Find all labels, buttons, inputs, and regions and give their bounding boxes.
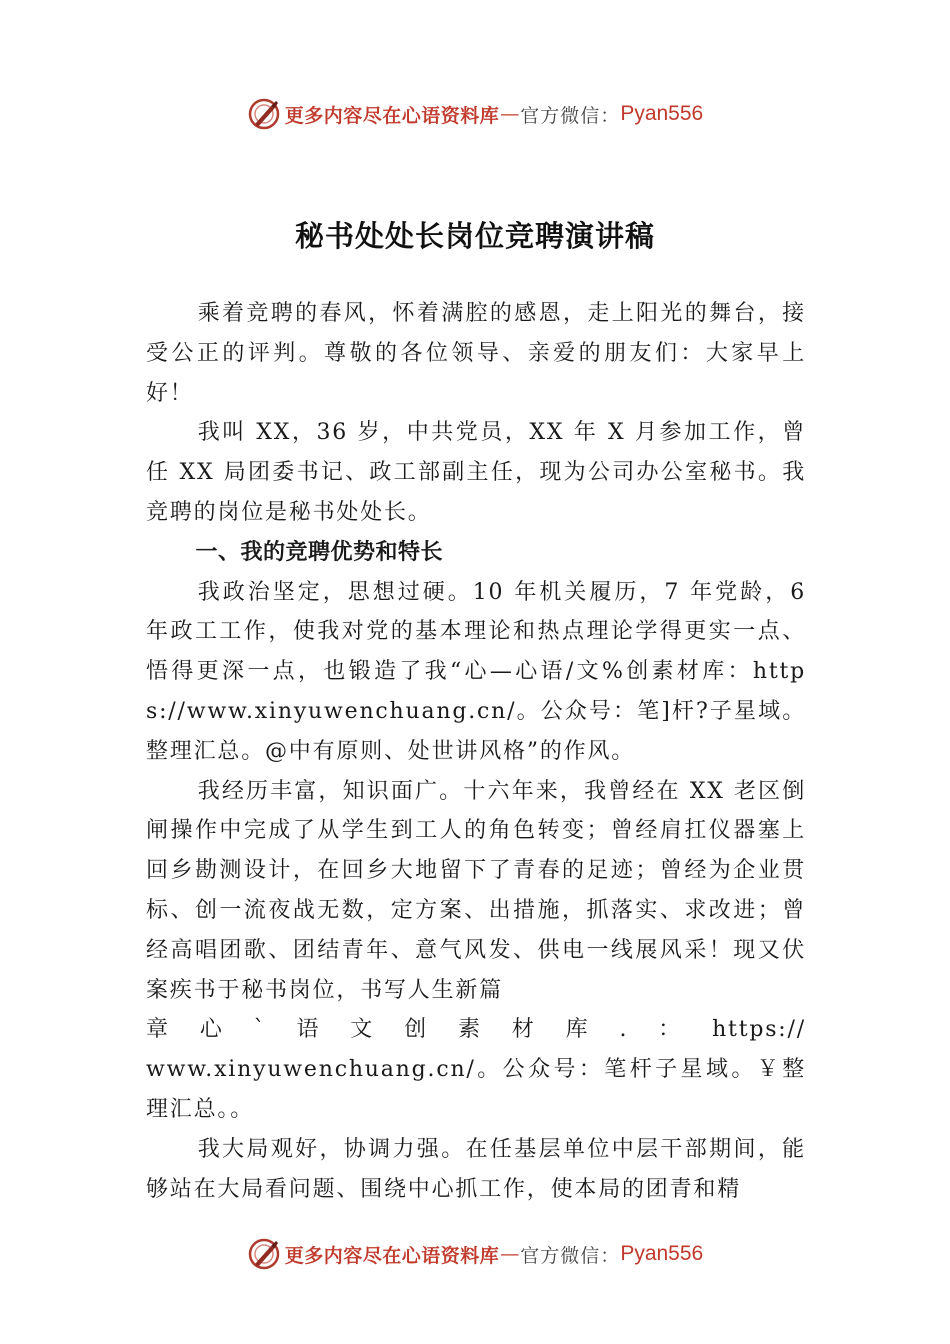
- wechat-label: 官方微信：: [520, 1244, 621, 1267]
- wide-line-char: ：: [658, 1017, 685, 1043]
- banner-separator: —: [500, 103, 520, 125]
- header-watermark-banner: [0, 92, 950, 136]
- section-heading: 一、我的竞聘优势和特长: [195, 539, 444, 565]
- pen-logo-icon: [247, 1237, 281, 1271]
- footer-watermark-banner: [0, 1232, 950, 1276]
- paragraph-introduction: 我叫 XX，36 岁，中共党员，XX 年 X 月参加工作，曾任 XX 局团委书记、政工部副主任，现为公司办公室秘书。我竞聘的岗位是秘书处处长。: [146, 420, 806, 525]
- wechat-id: Pyan556: [620, 102, 704, 125]
- site-name: 更多内容尽在心语资料库: [284, 1244, 500, 1267]
- experience-text: 我经历丰富，知识面广。十六年来，我曾经在 XX 老区倒闸操作中完成了从学生到工人的角色转变；曾经肩扛仪器塞上回乡勘测设计，在回乡大地留下了青春的足迹；曾经为企业贯标、创一流夜战无数，定方案、出措施，抓落实、求改进；曾经高唱团歌、团结青年、意气风发、供电一线展风采！现又伏案疾书于秘书岗位，书写人生新篇: [146, 778, 806, 1003]
- paragraph-experience: [146, 772, 806, 1130]
- document-body: [146, 294, 806, 1209]
- pen-logo-icon: [247, 97, 281, 131]
- wechat-label: 官方微信：: [520, 104, 621, 127]
- paragraph-greeting: 乘着竞聘的春风，怀着满腔的感恩，走上阳光的舞台，接受公正的评判。尊敬的各位领导、亲爱的朋友们：大家早上好！: [146, 301, 806, 406]
- wide-line-char: 素: [457, 1017, 484, 1043]
- wide-line-char: 心: [199, 1017, 226, 1043]
- wide-line-char: `: [253, 1017, 269, 1043]
- experience-wide-line-text: [146, 1010, 806, 1050]
- wide-line-char: 库: [565, 1017, 592, 1043]
- wide-line-url: https://: [712, 1017, 806, 1043]
- wide-line-char: 材: [511, 1017, 538, 1043]
- experience-wide-line: [146, 1010, 806, 1050]
- wide-line-char: 文: [350, 1017, 377, 1043]
- wide-line-char: 语: [296, 1017, 323, 1043]
- site-name: 更多内容尽在心语资料库: [284, 104, 500, 127]
- paragraph-political: 我政治坚定，思想过硬。10 年机关履历，7 年党龄，6 年政工工作，使我对党的基本理论和热点理论学得更实一点、悟得更深一点，也锻造了我“心—心语/文%创素材库：https://www.xinyuwenchuang.cn/。公众号：笔]杆?子星域。整理汇总。@中有原则、处世讲风格”的作风。: [146, 579, 806, 764]
- wide-line-char: 章: [146, 1017, 173, 1043]
- wechat-id: Pyan556: [620, 1242, 704, 1265]
- document-title: 秘书处处长岗位竞聘演讲稿: [294, 219, 655, 253]
- experience-url-line: www.xinyuwenchuang.cn/。公众号：笔杆子星域。￥整理汇总。。: [146, 1057, 806, 1122]
- wide-line-char: .: [619, 1017, 631, 1043]
- banner-separator: —: [500, 1243, 520, 1265]
- wide-line-char: 创: [404, 1017, 431, 1043]
- paragraph-overview: 我大局观好，协调力强。在任基层单位中层干部期间，能够站在大局看问题、围绕中心抓工作，使本局的团青和精: [146, 1136, 806, 1202]
